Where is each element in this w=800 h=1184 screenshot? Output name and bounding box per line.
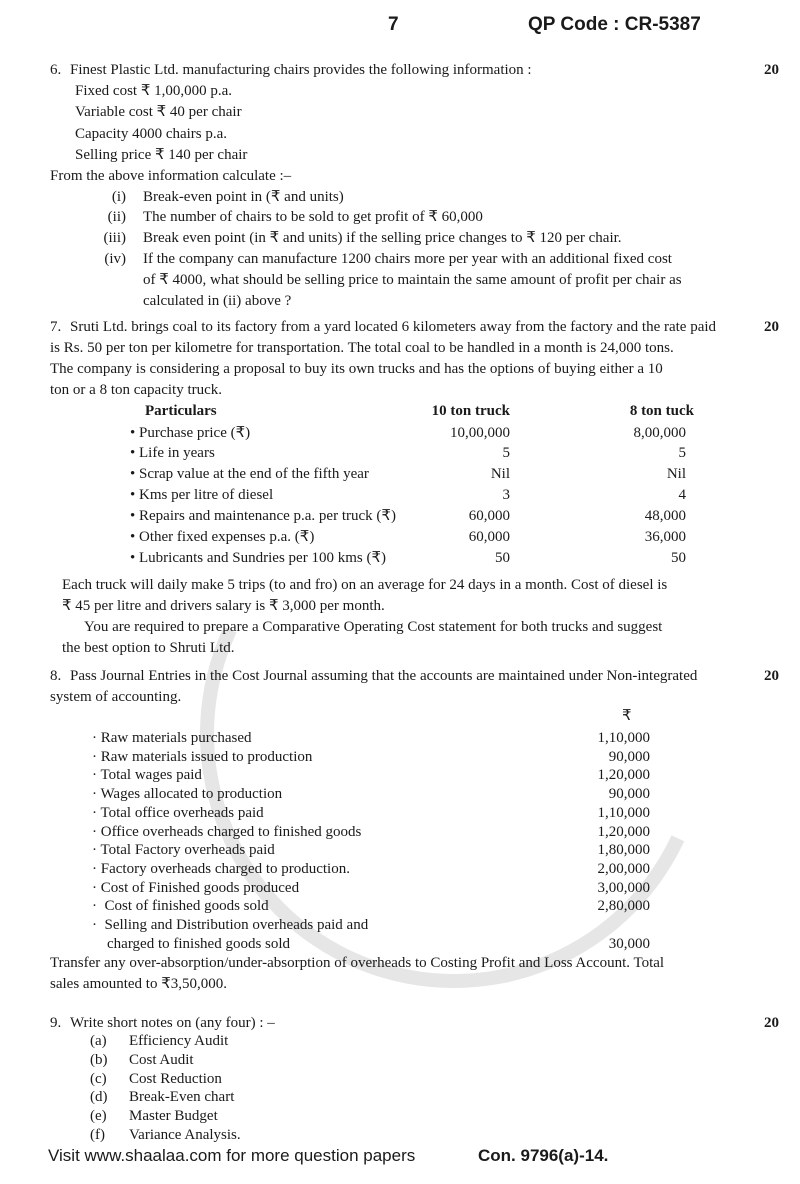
eight-ton-value: 36,000 <box>644 529 686 545</box>
note-text: Variance Analysis. <box>129 1127 241 1143</box>
part-text: of ₹ 4000, what should be selling price to maintain the same amount of profit per chair as <box>143 272 682 288</box>
footer-visit-link[interactable]: Visit www.shaalaa.com for more question papers <box>48 1146 416 1165</box>
note-label: (c) <box>90 1070 107 1087</box>
footer-con-code: Con. 9796(a)-14. <box>478 1146 609 1165</box>
row-label: • Purchase price (₹) <box>130 425 251 441</box>
row-label: • Life in years <box>130 445 215 461</box>
item-amount: 1,20,000 <box>597 767 650 784</box>
body-text: ₹ 45 per litre and drivers salary is ₹ 3,000 per month. <box>62 598 385 614</box>
note-label: (f) <box>90 1127 105 1143</box>
row-label: • Lubricants and Sundries per 100 kms (₹) <box>130 550 386 566</box>
ten-ton-value: 5 <box>502 445 510 461</box>
item-amount: 2,80,000 <box>597 898 650 915</box>
note-label: (d) <box>90 1089 108 1106</box>
item-label: · Total office overheads paid <box>92 804 264 821</box>
part-text: The number of chairs to be sold to get profit of ₹ 60,000 <box>143 209 483 225</box>
table-header: Particulars <box>145 403 217 419</box>
item-amount: 1,10,000 <box>597 730 650 746</box>
body-text: Transfer any over-absorption/under-absorption of overheads to Costing Profit and Loss Account. Total <box>50 955 665 971</box>
body-text: sales amounted to ₹3,50,000. <box>50 976 228 992</box>
note-text: Cost Reduction <box>129 1070 222 1087</box>
row-label: • Scrap value at the end of the fifth year <box>130 466 369 482</box>
item-label: · Cost of finished goods sold <box>92 898 269 915</box>
note-text: Cost Audit <box>129 1051 194 1068</box>
qp-code: QP Code : CR-5387 <box>528 14 701 35</box>
page-number: 7 <box>388 14 399 35</box>
body-text: the best option to Shruti Ltd. <box>62 640 235 656</box>
item-amount: 2,00,000 <box>597 860 650 877</box>
question-intro: is Rs. 50 per ton per kilometre for transportation. The total coal to be handled in a month is 24,000 tons. <box>50 340 674 356</box>
ten-ton-value: 60,000 <box>468 529 510 545</box>
ten-ton-value: 50 <box>495 550 510 566</box>
item-label: · Factory overheads charged to production. <box>92 860 350 877</box>
question-number: 7. <box>50 319 62 335</box>
item-amount: 1,80,000 <box>597 842 650 859</box>
part-label: (iv) <box>104 251 126 267</box>
item-label: · Raw materials issued to production <box>92 748 313 765</box>
item-label: · Total wages paid <box>92 767 202 784</box>
ten-ton-value: 3 <box>502 487 510 503</box>
item-label: · Cost of Finished goods produced <box>92 879 300 896</box>
item-amount: 1,20,000 <box>597 823 650 840</box>
item-label: charged to finished goods sold <box>92 935 291 952</box>
question-intro: The company is considering a proposal to buy its own trucks and has the options of buying either a 10 <box>50 361 663 377</box>
row-label: • Other fixed expenses p.a. (₹) <box>130 529 315 545</box>
marks: 20 <box>764 668 779 684</box>
ten-ton-value: Nil <box>490 466 510 482</box>
eight-ton-value: 48,000 <box>644 508 686 524</box>
question-intro: ton or a 8 ton capacity truck. <box>50 382 223 398</box>
item-amount: 90,000 <box>608 748 650 765</box>
note-label: (a) <box>90 1033 107 1049</box>
currency-header: ₹ <box>622 708 632 724</box>
item-amount: 3,00,000 <box>597 879 650 896</box>
question-intro: system of accounting. <box>50 689 182 705</box>
note-text: Master Budget <box>129 1108 218 1125</box>
item-label: · Office overheads charged to finished goods <box>92 823 362 840</box>
part-label: (ii) <box>107 209 126 225</box>
body-text: You are required to prepare a Comparative Operating Cost statement for both trucks and suggest <box>84 619 663 635</box>
item-amount: 90,000 <box>608 786 650 803</box>
question-number: 6. <box>50 62 62 78</box>
ten-ton-value: 60,000 <box>468 508 510 524</box>
part-label: (i) <box>111 189 126 205</box>
item-amount: 30,000 <box>608 935 650 952</box>
item-label: · Wages allocated to production <box>92 786 283 803</box>
table-header: 8 ton tuck <box>629 403 694 419</box>
eight-ton-value: 5 <box>678 445 686 461</box>
part-text: calculated in (ii) above ? <box>143 293 292 309</box>
eight-ton-value: 4 <box>678 487 686 503</box>
question-intro: Finest Plastic Ltd. manufacturing chairs provides the following information : <box>70 62 532 78</box>
part-text: If the company can manufacture 1200 chairs more per year with an additional fixed cost <box>143 251 672 267</box>
note-text: Break-Even chart <box>129 1089 235 1106</box>
lead-text: From the above information calculate :– <box>50 168 292 184</box>
body-text: Each truck will daily make 5 trips (to and fro) on an average for 24 days in a month. Cost of diesel is <box>62 577 668 593</box>
marks: 20 <box>764 319 779 335</box>
note-text: Efficiency Audit <box>129 1033 229 1049</box>
item-label: · Selling and Distribution overheads paid and <box>92 917 369 933</box>
question-number: 8. <box>50 668 62 684</box>
item-label: · Total Factory overheads paid <box>92 842 275 859</box>
item-label: · Raw materials purchased <box>92 730 252 746</box>
row-label: • Repairs and maintenance p.a. per truck (₹) <box>130 508 396 524</box>
fact: Fixed cost ₹ 1,00,000 p.a. <box>75 83 233 99</box>
table-header: 10 ton truck <box>431 403 510 419</box>
part-text: Break even point (in ₹ and units) if the selling price changes to ₹ 120 per chair. <box>143 230 622 246</box>
question-intro: Write short notes on (any four) : – <box>70 1015 275 1031</box>
question-intro: Pass Journal Entries in the Cost Journal assuming that the accounts are maintained under Non-integrated <box>70 668 698 684</box>
ten-ton-value: 10,00,000 <box>450 425 510 441</box>
note-label: (b) <box>90 1051 108 1068</box>
item-amount: 1,10,000 <box>597 804 650 821</box>
fact: Capacity 4000 chairs p.a. <box>75 126 228 142</box>
row-label: • Kms per litre of diesel <box>130 487 274 503</box>
note-label: (e) <box>90 1108 107 1125</box>
marks: 20 <box>764 62 779 78</box>
question-number: 9. <box>50 1015 62 1031</box>
question-intro: Sruti Ltd. brings coal to its factory from a yard located 6 kilometers away from the factory and the rate paid <box>70 319 717 335</box>
part-label: (iii) <box>103 230 126 246</box>
eight-ton-value: 8,00,000 <box>633 425 686 441</box>
part-text: Break-even point in (₹ and units) <box>143 189 344 205</box>
eight-ton-value: 50 <box>671 550 686 566</box>
fact: Selling price ₹ 140 per chair <box>75 147 248 163</box>
fact: Variable cost ₹ 40 per chair <box>75 104 242 120</box>
marks: 20 <box>764 1015 779 1031</box>
eight-ton-value: Nil <box>666 466 686 482</box>
